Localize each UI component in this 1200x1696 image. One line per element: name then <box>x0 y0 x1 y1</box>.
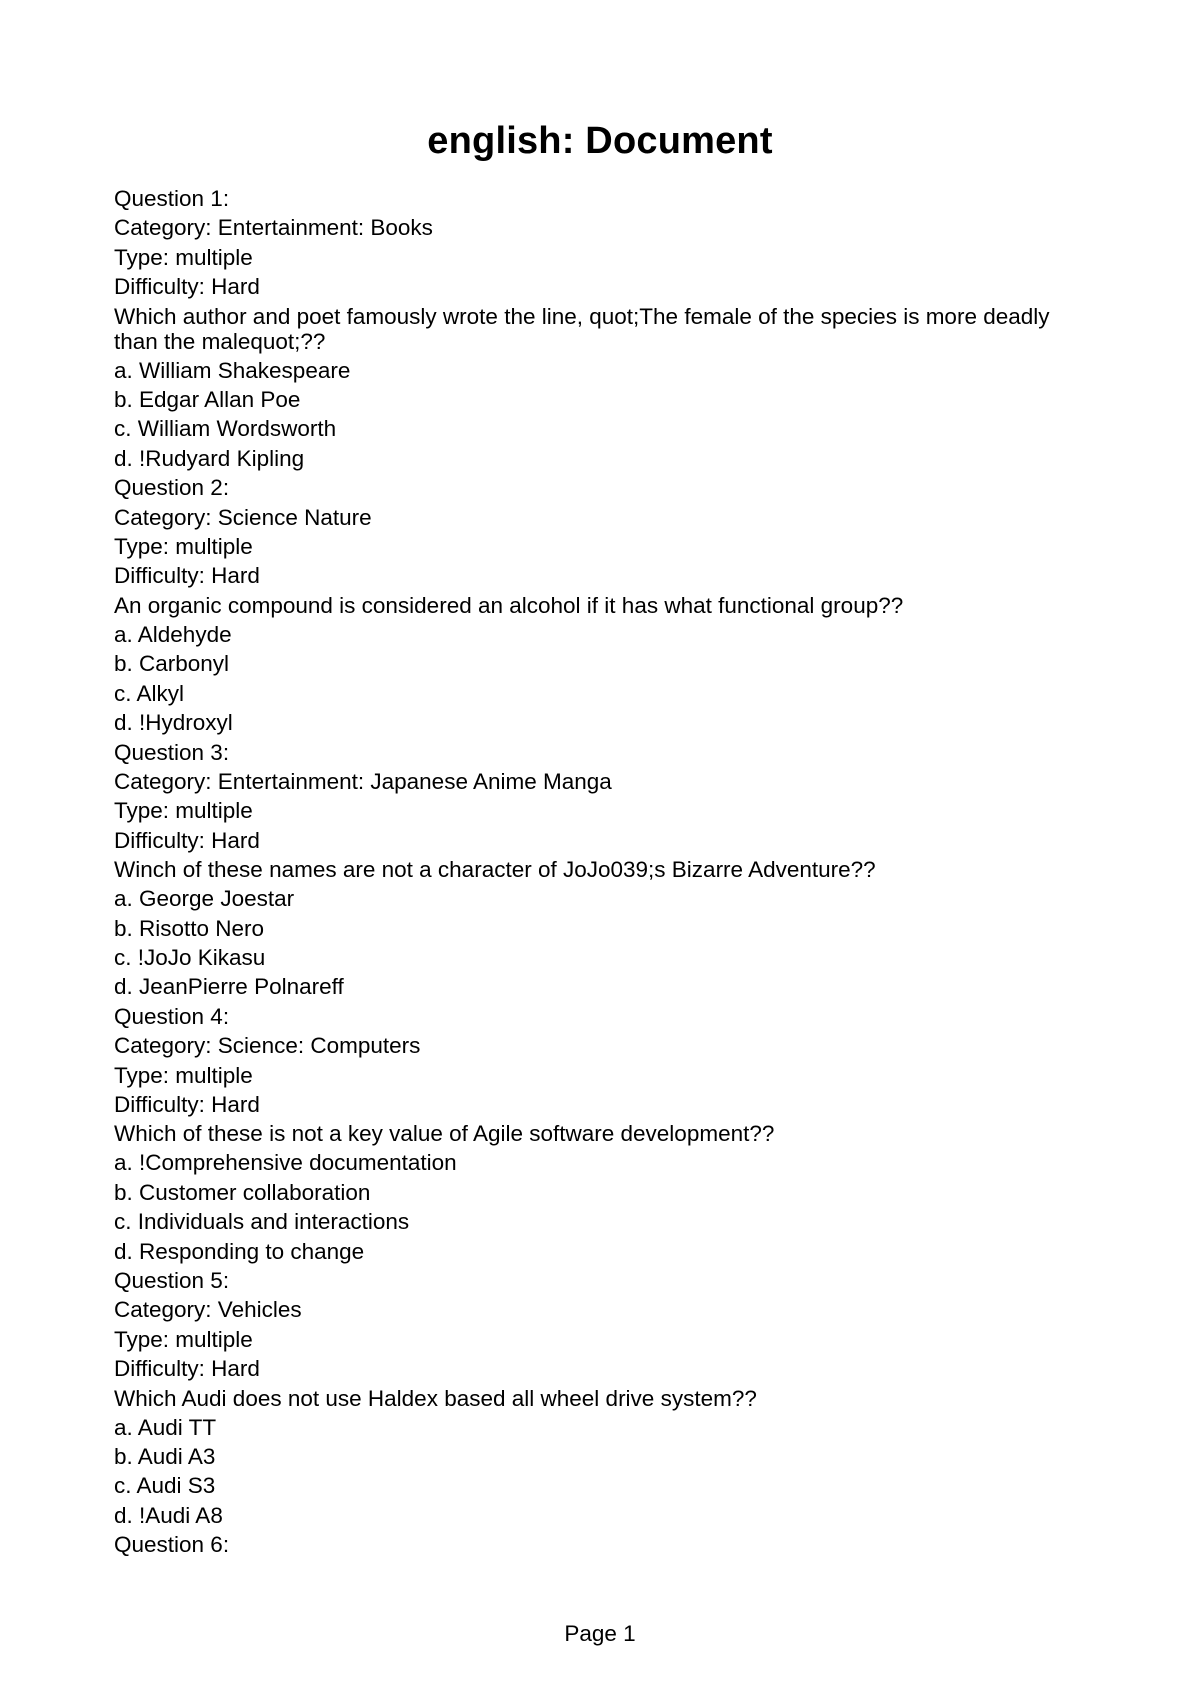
question-block <box>114 738 1074 1002</box>
answer-option: c. William Wordsworth <box>114 416 337 442</box>
question-list <box>114 184 1074 1560</box>
answer-option: c. Audi S3 <box>114 1473 216 1499</box>
question-category: Category: Science: Computers <box>114 1033 421 1059</box>
question-category: Category: Entertainment: Japanese Anime Manga <box>114 768 612 794</box>
answer-option: a. Aldehyde <box>114 621 232 647</box>
question-difficulty: Difficulty: Hard <box>114 1356 260 1382</box>
question-category: Category: Science Nature <box>114 504 372 530</box>
answer-option: b. Customer collaboration <box>114 1179 371 1205</box>
question-difficulty: Difficulty: Hard <box>114 827 260 853</box>
question-block <box>114 1266 1074 1530</box>
question-type: Type: multiple <box>114 1062 253 1088</box>
answer-option: c. Alkyl <box>114 680 185 706</box>
question-header: Question 2: <box>114 475 230 501</box>
question-category: Category: Entertainment: Books <box>114 215 433 241</box>
page-title: english: Document <box>427 120 773 162</box>
question-type: Type: multiple <box>114 534 253 560</box>
answer-option: d. !Rudyard Kipling <box>114 445 305 471</box>
answer-option: c. Individuals and interactions <box>114 1209 410 1235</box>
question-block <box>114 184 1074 473</box>
answer-option: a. !Comprehensive documentation <box>114 1150 457 1176</box>
question-text: Which of these is not a key value of Agile software development?? <box>114 1121 775 1147</box>
answer-option: a. William Shakespeare <box>114 357 351 383</box>
answer-option: d. JeanPierre Polnareff <box>114 974 344 1000</box>
answer-option: a. Audi TT <box>114 1414 217 1440</box>
question-text: Which author and poet famously wrote the line, quot;The female of the species is more deadly than the malequot;?? <box>114 303 1050 354</box>
question-text: An organic compound is considered an alcohol if it has what functional group?? <box>114 592 904 618</box>
question-category: Category: Vehicles <box>114 1297 302 1323</box>
answer-option: b. Risotto Nero <box>114 915 265 941</box>
question-text: Winch of these names are not a character of JoJo039;s Bizarre Adventure?? <box>114 857 876 883</box>
question-block <box>114 1530 1074 1559</box>
answer-option: d. !Hydroxyl <box>114 710 233 736</box>
answer-option: d. !Audi A8 <box>114 1502 223 1528</box>
question-header: Question 3: <box>114 739 230 765</box>
answer-option: c. !JoJo Kikasu <box>114 944 266 970</box>
page-number: Page 1 <box>564 1621 636 1646</box>
question-difficulty: Difficulty: Hard <box>114 563 260 589</box>
question-block <box>114 473 1074 737</box>
question-difficulty: Difficulty: Hard <box>114 1091 260 1117</box>
answer-option: a. George Joestar <box>114 886 295 912</box>
question-header: Question 6: <box>114 1532 230 1558</box>
question-block <box>114 1002 1074 1266</box>
question-header: Question 5: <box>114 1268 230 1293</box>
question-type: Type: multiple <box>114 244 253 270</box>
question-type: Type: multiple <box>114 798 253 824</box>
answer-option: b. Edgar Allan Poe <box>114 387 301 413</box>
question-difficulty: Difficulty: Hard <box>114 274 260 300</box>
question-type: Type: multiple <box>114 1326 253 1352</box>
answer-option: b. Carbonyl <box>114 651 230 677</box>
answer-option: d. Responding to change <box>114 1238 365 1264</box>
question-header: Question 4: <box>114 1003 230 1029</box>
question-text: Which Audi does not use Haldex based all wheel drive system?? <box>114 1385 757 1411</box>
question-header: Question 1: <box>114 186 230 211</box>
answer-option: b. Audi A3 <box>114 1444 216 1470</box>
